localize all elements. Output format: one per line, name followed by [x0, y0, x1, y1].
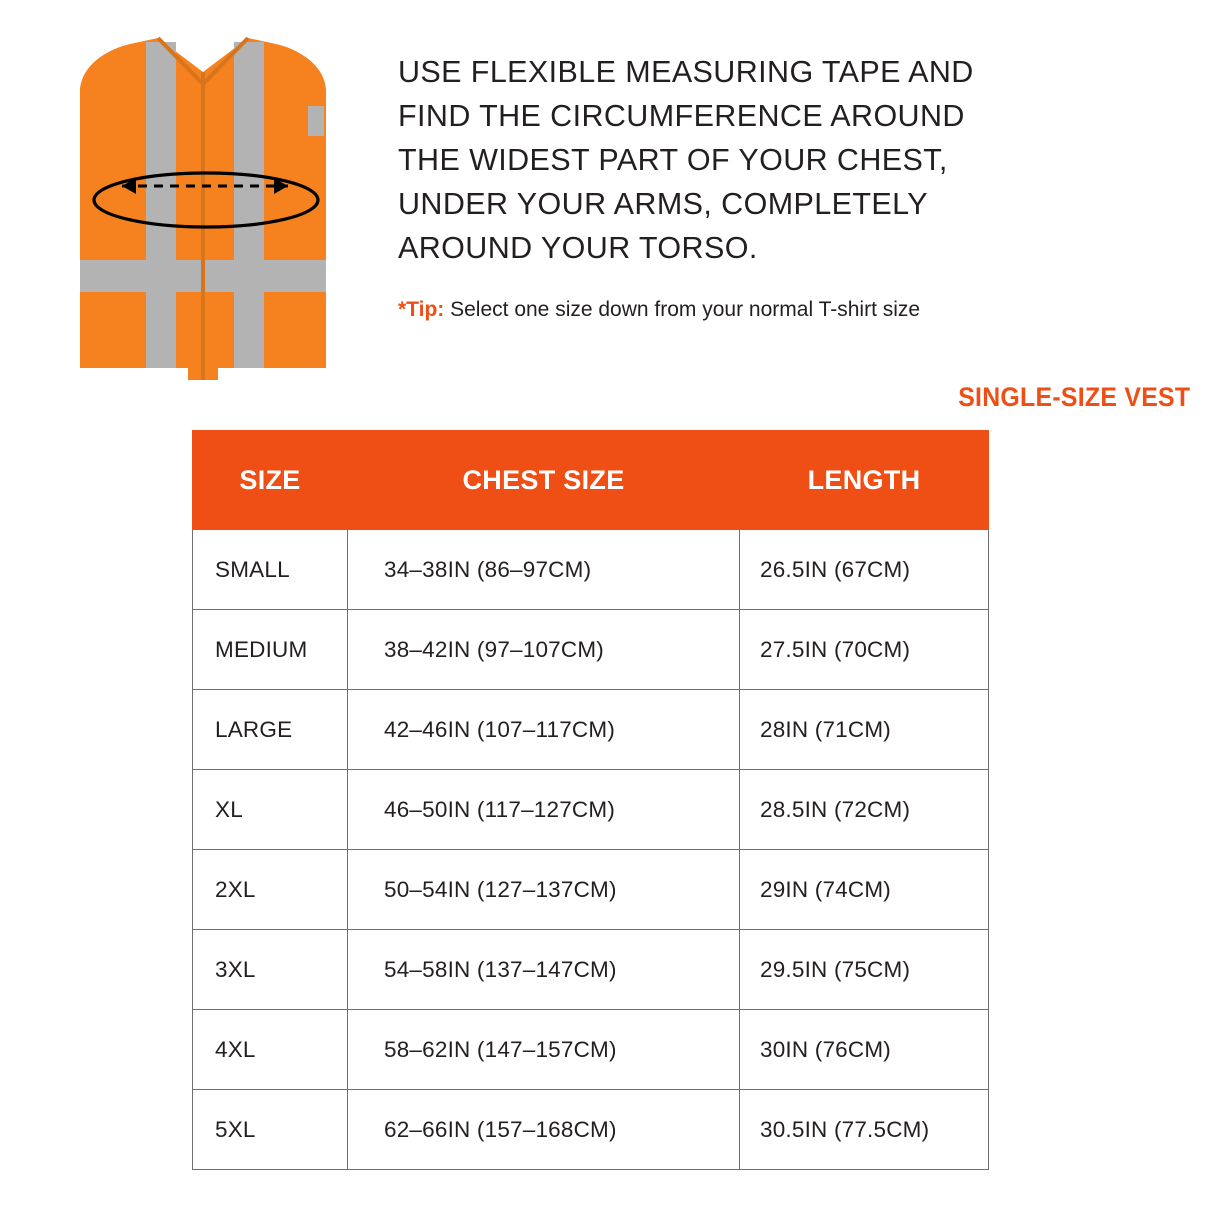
column-header-length: LENGTH — [740, 431, 989, 530]
cell-chest: 50–54IN (127–137CM) — [348, 850, 740, 930]
cell-chest: 58–62IN (147–157CM) — [348, 1010, 740, 1090]
instruction-line-2: FIND THE CIRCUMFERENCE AROUND — [398, 99, 965, 133]
cell-length: 27.5IN (70CM) — [740, 610, 989, 690]
cell-size: SMALL — [193, 530, 348, 610]
cell-size: 5XL — [193, 1090, 348, 1170]
cell-length: 29IN (74CM) — [740, 850, 989, 930]
cell-size: XL — [193, 770, 348, 850]
vest-left-panel — [80, 48, 118, 178]
sizing-tip — [398, 295, 920, 325]
cell-chest: 54–58IN (137–147CM) — [348, 930, 740, 1010]
table-row — [193, 1010, 989, 1090]
reflective-stripe-right — [234, 42, 264, 368]
header-section — [0, 0, 1214, 412]
table-row — [193, 610, 989, 690]
column-header-size: SIZE — [193, 431, 348, 530]
table-title: SINGLE-SIZE VEST — [957, 382, 1190, 412]
vest-illustration-svg — [38, 28, 368, 388]
vest-pocket-detail — [308, 106, 324, 136]
table-row — [193, 850, 989, 930]
tip-text: Select one size down from your normal T-shirt size — [450, 298, 921, 321]
instruction-line-3: THE WIDEST PART OF YOUR CHEST, — [398, 143, 948, 177]
reflective-stripe-left — [146, 42, 176, 368]
table-row — [193, 690, 989, 770]
table-row — [193, 930, 989, 1010]
cell-length: 30.5IN (77.5CM) — [740, 1090, 989, 1170]
tip-label: *Tip: — [398, 298, 445, 321]
instruction-line-5: AROUND YOUR TORSO. — [398, 231, 758, 265]
table-row — [193, 530, 989, 610]
safety-vest-diagram — [38, 28, 368, 388]
cell-size: LARGE — [193, 690, 348, 770]
cell-chest: 46–50IN (117–127CM) — [348, 770, 740, 850]
cell-chest: 62–66IN (157–168CM) — [348, 1090, 740, 1170]
size-chart-table — [192, 430, 989, 1170]
cell-length: 26.5IN (67CM) — [740, 530, 989, 610]
cell-size: 4XL — [193, 1010, 348, 1090]
table-header-row — [193, 431, 989, 530]
instruction-line-1: USE FLEXIBLE MEASURING TAPE AND — [398, 55, 974, 89]
cell-length: 30IN (76CM) — [740, 1010, 989, 1090]
instruction-line-4: UNDER YOUR ARMS, COMPLETELY — [398, 187, 928, 221]
cell-length: 28.5IN (72CM) — [740, 770, 989, 850]
table-row — [193, 770, 989, 850]
measuring-instructions — [398, 50, 1188, 270]
cell-length: 28IN (71CM) — [740, 690, 989, 770]
cell-length: 29.5IN (75CM) — [740, 930, 989, 1010]
column-header-chest-size: CHEST SIZE — [348, 431, 740, 530]
cell-size: MEDIUM — [193, 610, 348, 690]
cell-chest: 38–42IN (97–107CM) — [348, 610, 740, 690]
table-row — [193, 1090, 989, 1170]
cell-size: 2XL — [193, 850, 348, 930]
cell-size: 3XL — [193, 930, 348, 1010]
cell-chest: 34–38IN (86–97CM) — [348, 530, 740, 610]
cell-chest: 42–46IN (107–117CM) — [348, 690, 740, 770]
